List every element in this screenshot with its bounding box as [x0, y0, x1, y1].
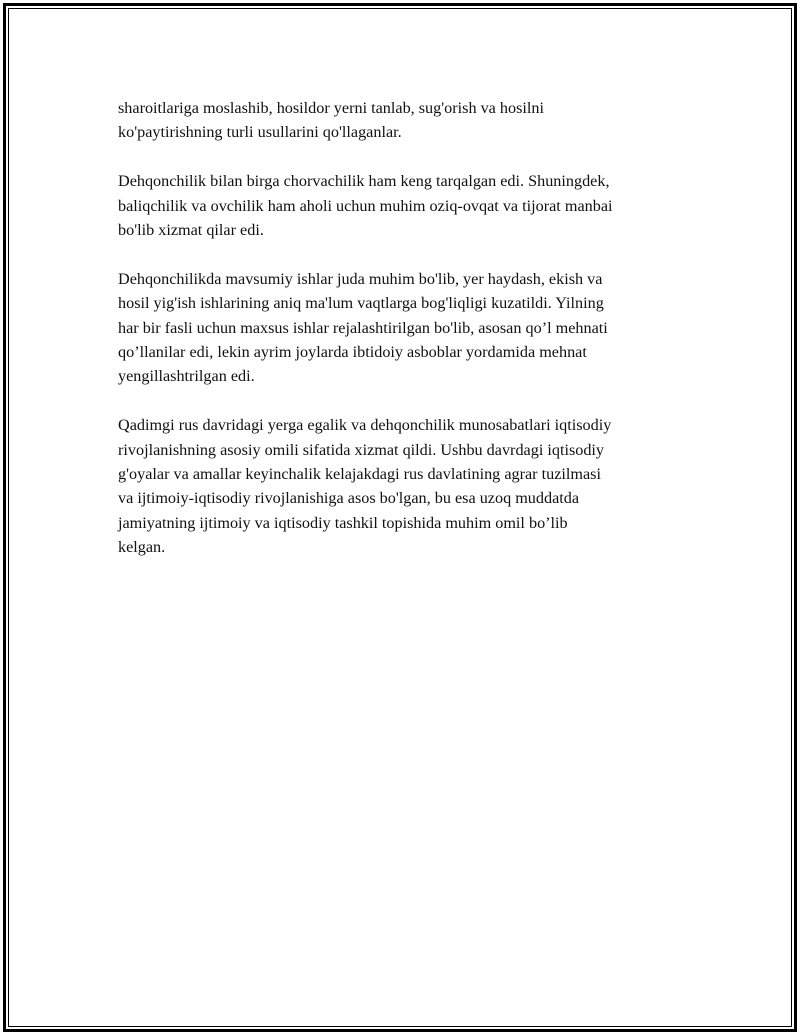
- page-frame: [3, 3, 797, 1032]
- text-line: va ijtimoiy-iqtisodiy rivojlanishiga asos bo'lgan, bu esa uzoq muddatda: [118, 489, 580, 508]
- paragraph-1: [118, 96, 688, 145]
- text-line: qo’llanilar edi, lekin ayrim joylarda ibtidoiy asboblar yordamida mehnat: [118, 343, 587, 362]
- text-line: rivojlanishning asosiy omili sifatida xizmat qildi. Ushbu davrdagi iqtisodiy: [118, 440, 605, 459]
- text-line: Dehqonchilikda mavsumiy ishlar juda muhim bo'lib, yer haydash, ekish va: [118, 269, 603, 288]
- text-line: bo'lib xizmat qilar edi.: [118, 221, 264, 240]
- text-line: yengillashtrilgan edi.: [118, 367, 255, 386]
- text-line: ko'paytirishning turli usullarini qo'llaganlar.: [118, 123, 402, 142]
- text-line: Dehqonchilik bilan birga chorvachilik ham keng tarqalgan edi. Shuningdek,: [118, 172, 610, 191]
- text-line: kelgan.: [118, 538, 166, 557]
- text-line: baliqchilik va ovchilik ham aholi uchun muhim oziq-ovqat va tijorat manbai: [118, 196, 613, 215]
- text-line: sharoitlariga moslashib, hosildor yerni tanlab, sug'orish va hosilni: [118, 99, 544, 117]
- text-line: har bir fasli uchun maxsus ishlar rejalashtirilgan bo'lib, asosan qo’l mehnati: [118, 318, 608, 337]
- document-body: [118, 96, 688, 584]
- text-line: hosil yig'ish ishlarining aniq ma'lum vaqtlarga bog'liqligi kuzatildi. Yilning: [118, 294, 604, 313]
- text-line: Qadimgi rus davridagi yerga egalik va dehqonchilik munosabatlari iqtisodiy: [118, 416, 612, 435]
- text-line: jamiyatning ijtimoiy va iqtisodiy tashkil topishida muhim omil bo’lib: [118, 513, 568, 532]
- paragraph-4: [118, 413, 688, 559]
- paragraph-3: [118, 267, 688, 389]
- paragraph-2: [118, 169, 688, 242]
- text-line: g'oyalar va amallar keyinchalik kelajakdagi rus davlatining agrar tuzilmasi: [118, 465, 601, 484]
